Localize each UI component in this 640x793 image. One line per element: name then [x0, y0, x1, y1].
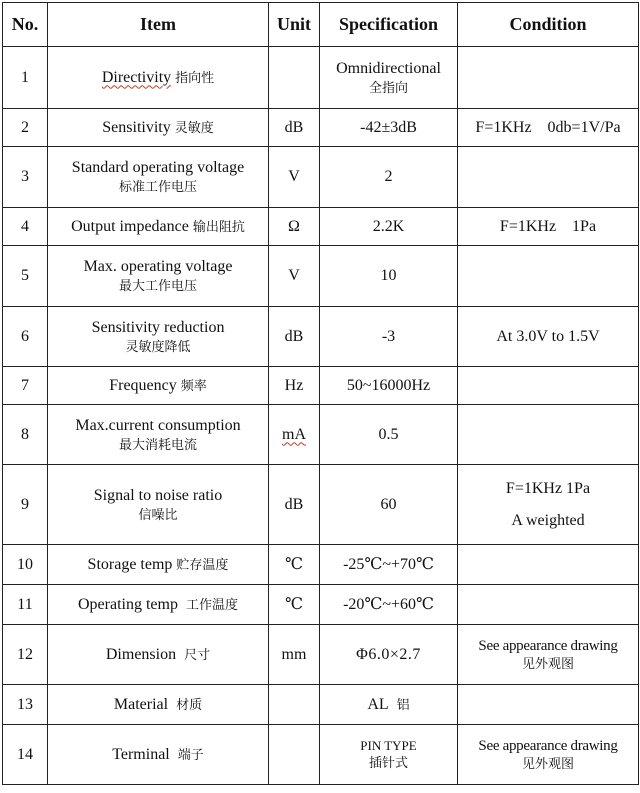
- spec-cell: [320, 685, 458, 725]
- item-en: Material: [113, 695, 169, 713]
- item-cell: [48, 147, 269, 208]
- condition-cell: [458, 725, 639, 785]
- item-cn: 信噪比: [138, 507, 178, 523]
- unit-cell: [269, 725, 320, 785]
- row-number: 1: [3, 47, 48, 109]
- item-cn: 材质: [176, 697, 203, 713]
- row-number: 2: [3, 109, 48, 147]
- header-row: [3, 3, 639, 47]
- condition-cell: At 3.0V to 1.5V: [458, 307, 639, 367]
- table-row: [3, 47, 639, 109]
- spec-cell: 0.5: [320, 405, 458, 465]
- item-cell: [48, 545, 269, 585]
- condition-cell: [458, 585, 639, 625]
- item-en: Storage temp: [87, 555, 173, 573]
- table-row: [3, 405, 639, 465]
- condition-line-2: A weighted: [511, 511, 585, 529]
- unit-cell: [269, 405, 320, 465]
- spec-cell: 2: [320, 147, 458, 208]
- row-number: 13: [3, 685, 48, 725]
- table-row: [3, 208, 639, 246]
- item-cn: 最大工作电压: [118, 279, 197, 295]
- unit-cell: Ω: [269, 208, 320, 246]
- table-row: [3, 625, 639, 685]
- specification-table: [2, 2, 639, 785]
- item-en: Operating temp: [78, 595, 178, 613]
- item-cell: [48, 109, 269, 147]
- unit-value: mA: [282, 425, 306, 443]
- spec-cell: -42±3dB: [320, 109, 458, 147]
- spec-cell: -25℃~+70℃: [320, 545, 458, 585]
- unit-cell: dB: [269, 307, 320, 367]
- row-number: 11: [3, 585, 48, 625]
- spec-cn: 插针式: [368, 755, 408, 771]
- item-cell: [48, 47, 269, 109]
- item-en: Signal to noise ratio: [93, 486, 223, 504]
- item-cn: 贮存温度: [176, 557, 229, 573]
- row-number: 4: [3, 208, 48, 246]
- spec-cell: 2.2K: [320, 208, 458, 246]
- spec-cell: [320, 47, 458, 109]
- table-row: [3, 465, 639, 545]
- condition-cell: [458, 545, 639, 585]
- item-cn: 最大消耗电流: [118, 437, 197, 453]
- item-en: Max.current consumption: [75, 416, 241, 434]
- item-cell: [48, 465, 269, 545]
- item-cn: 尺寸: [184, 647, 211, 663]
- item-cn: 指向性: [175, 70, 215, 86]
- row-number: 3: [3, 147, 48, 208]
- item-cell: [48, 307, 269, 367]
- item-en: Frequency: [109, 376, 177, 394]
- item-cn: 灵敏度降低: [125, 339, 191, 355]
- row-number: 5: [3, 246, 48, 307]
- table-row: [3, 685, 639, 725]
- condition-cn: 见外观图: [521, 756, 574, 772]
- item-cell: [48, 685, 269, 725]
- condition-line-1: F=1KHz 1Pa: [505, 479, 591, 497]
- table-row: [3, 585, 639, 625]
- item-cell: [48, 725, 269, 785]
- row-number: 6: [3, 307, 48, 367]
- item-cn: 灵敏度: [174, 120, 214, 136]
- item-cn: 端子: [177, 747, 204, 763]
- item-en: Max. operating voltage: [83, 258, 233, 276]
- spec-en: Omnidirectional: [336, 59, 441, 77]
- item-en: Sensitivity: [102, 118, 171, 136]
- unit-cell: dB: [269, 465, 320, 545]
- item-cell: [48, 405, 269, 465]
- item-cell: [48, 208, 269, 246]
- spec-cell: [320, 725, 458, 785]
- condition-cell: F=1KHz 1Pa: [458, 208, 639, 246]
- item-cn: 标准工作电压: [118, 180, 197, 196]
- item-cell: [48, 246, 269, 307]
- spec-cell: -3: [320, 307, 458, 367]
- item-cell: [48, 367, 269, 405]
- unit-cell: dB: [269, 109, 320, 147]
- header-spec: Specification: [320, 3, 458, 47]
- unit-cell: [269, 47, 320, 109]
- spec-en: AL: [367, 695, 389, 713]
- spec-cell: 60: [320, 465, 458, 545]
- item-en: Dimension: [105, 645, 177, 663]
- row-number: 7: [3, 367, 48, 405]
- item-en: Directivity: [101, 68, 172, 86]
- spec-cn: 铝: [396, 697, 410, 713]
- item-en: Sensitivity reduction: [91, 318, 225, 336]
- spec-en: PIN TYPE: [360, 737, 417, 753]
- unit-cell: mm: [269, 625, 320, 685]
- table-row: [3, 307, 639, 367]
- condition-cell: [458, 625, 639, 685]
- header-condition: Condition: [458, 3, 639, 47]
- unit-cell: V: [269, 246, 320, 307]
- table-row: [3, 545, 639, 585]
- table-row: [3, 147, 639, 208]
- condition-cell: [458, 367, 639, 405]
- row-number: 10: [3, 545, 48, 585]
- header-item: Item: [48, 3, 269, 47]
- row-number: 14: [3, 725, 48, 785]
- row-number: 8: [3, 405, 48, 465]
- spec-cn: 全指向: [368, 80, 408, 96]
- condition-cell: [458, 147, 639, 208]
- item-cn: 输出阻抗: [192, 219, 245, 235]
- condition-cell: [458, 246, 639, 307]
- spec-cell: -20℃~+60℃: [320, 585, 458, 625]
- header-unit: Unit: [269, 3, 320, 47]
- item-cell: [48, 585, 269, 625]
- condition-en: See appearance drawing: [478, 637, 618, 654]
- spec-cell: Φ6.0×2.7: [320, 625, 458, 685]
- spec-cell: 50~16000Hz: [320, 367, 458, 405]
- item-cn: 工作温度: [185, 597, 238, 613]
- condition-cell: [458, 465, 639, 545]
- unit-cell: ℃: [269, 545, 320, 585]
- item-cn: 频率: [180, 378, 207, 394]
- table-row: [3, 246, 639, 307]
- header-no: No.: [3, 3, 48, 47]
- table-row: [3, 367, 639, 405]
- condition-en: See appearance drawing: [478, 737, 618, 754]
- item-cell: [48, 625, 269, 685]
- table-row: [3, 109, 639, 147]
- unit-cell: [269, 685, 320, 725]
- item-en: Output impedance: [71, 217, 189, 235]
- row-number: 12: [3, 625, 48, 685]
- condition-cell: [458, 47, 639, 109]
- row-number: 9: [3, 465, 48, 545]
- condition-cell: [458, 685, 639, 725]
- condition-cell: F=1KHz 0db=1V/Pa: [458, 109, 639, 147]
- unit-cell: V: [269, 147, 320, 208]
- item-en: Terminal: [112, 745, 170, 763]
- unit-cell: Hz: [269, 367, 320, 405]
- condition-cn: 见外观图: [521, 656, 574, 672]
- unit-cell: ℃: [269, 585, 320, 625]
- condition-cell: [458, 405, 639, 465]
- item-en: Standard operating voltage: [71, 159, 245, 177]
- spec-cell: 10: [320, 246, 458, 307]
- table-row: [3, 725, 639, 785]
